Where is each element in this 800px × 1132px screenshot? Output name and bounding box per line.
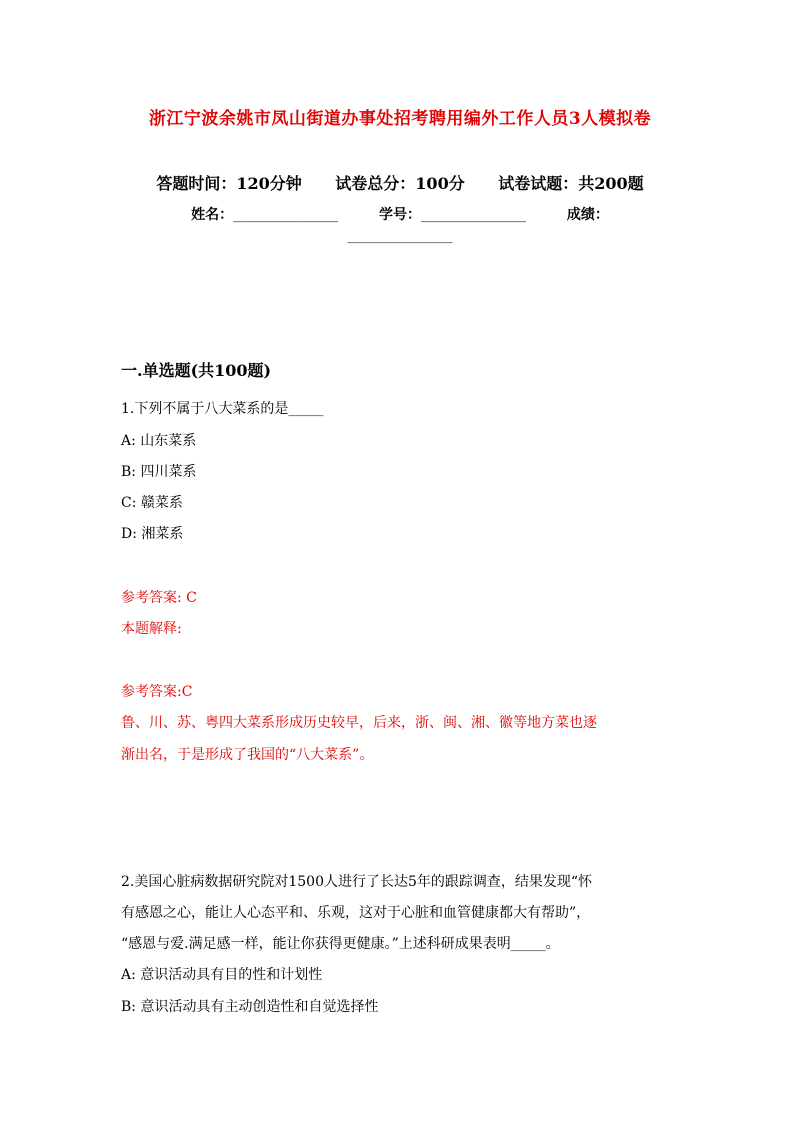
question-1-explain-label: 本题解释:: [121, 621, 182, 637]
name-field: [191, 207, 343, 223]
exam-meta: [0, 171, 800, 194]
question-2-stem-line-2: 有感恩之心，能让人心态平和、乐观，这对于心脏和血管健康都大有帮助”，: [121, 905, 591, 921]
question-2-stem-line-1: 2.美国心脏病数据研究院对1500人进行了长达5年的跟踪调查，结果发现“怀: [121, 874, 593, 890]
name-blank: _______________: [233, 207, 339, 223]
question-1-option-a: A: 山东菜系: [121, 433, 197, 449]
question-2-option-a: A: 意识活动具有目的性和计划性: [121, 967, 323, 983]
exam-title: 浙江宁波余姚市凤山街道办事处招考聘用编外工作人员3人模拟卷: [148, 109, 652, 129]
student-info: [0, 204, 800, 224]
student-id-field: [379, 207, 531, 223]
question-1-option-b: B: 四川菜系: [121, 464, 197, 480]
grade-label: 成绩：: [566, 207, 609, 223]
question-2-stem-line-3: “感恩与爱.满足感一样，能让你获得更健康。”上述科研成果表明_____。: [121, 936, 560, 952]
student-id-blank: _______________: [421, 207, 526, 223]
grade-field: [567, 207, 609, 223]
question-1-answer-repeat: 参考答案:C: [121, 684, 193, 700]
exam-question-count: 试卷试题：共200题: [498, 174, 644, 193]
question-1-option-d: D: 湘菜系: [121, 526, 184, 542]
section-title: 一.单选题(共100题): [121, 361, 272, 380]
grade-blank: _______________: [347, 228, 453, 244]
exam-time: 答题时间：120分钟: [156, 174, 302, 193]
question-1-explanation-line-1: 鲁、川、苏、粤四大菜系形成历史较早，后来，浙、闽、湘、徽等地方菜也逐: [121, 715, 597, 731]
exam-total-score: 试卷总分：100分: [335, 174, 465, 193]
question-2-option-b: B: 意识活动具有主动创造性和自觉选择性: [121, 999, 379, 1015]
student-id-label: 学号：: [379, 207, 421, 223]
question-1-explanation-line-2: 渐出名，于是形成了我国的“八大菜系”。: [121, 747, 374, 763]
question-1-answer: 参考答案: C: [121, 590, 197, 606]
grade-blank-row: [0, 228, 800, 244]
question-1-option-c: C: 赣菜系: [121, 495, 183, 511]
question-1-stem: 1.下列不属于八大菜系的是_____: [121, 401, 324, 417]
name-label: 姓名：: [191, 207, 234, 223]
